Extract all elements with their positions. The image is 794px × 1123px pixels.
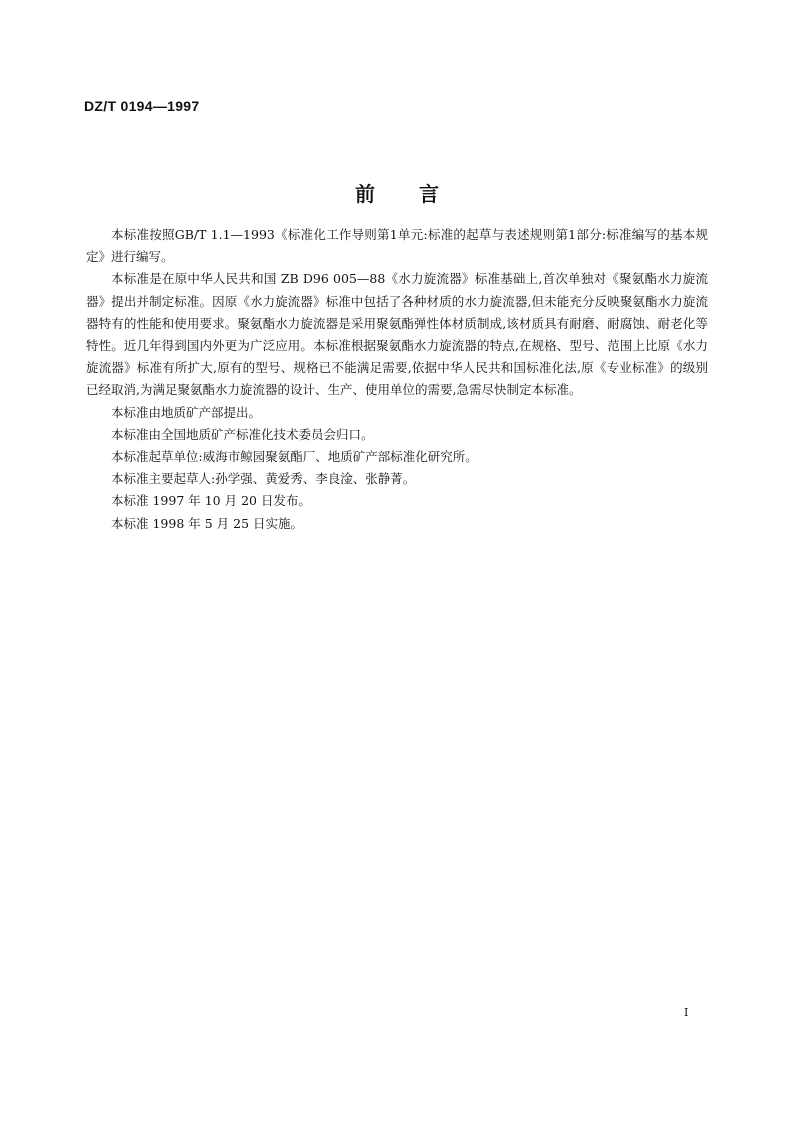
paragraph-3: 本标准由地质矿产部提出。 — [111, 404, 262, 420]
page-number: I — [684, 1006, 689, 1019]
paragraph-4: 本标准由全国地质矿产标准化技术委员会归口。 — [111, 426, 374, 442]
paragraph-1: 本标准按照GB/T 1.1—1993《标准化工作导则第1单元:标准的起草与表述规则第1部分:标准编写的基本规定》进行编写。 — [86, 227, 708, 265]
foreword-body — [86, 224, 708, 535]
paragraph-2: 本标准是在原中华人民共和国 ZB D96 005—88《水力旋流器》标准基础上,首次单独对《聚氨酯水力旋流器》提出并制定标准。因原《水力旋流器》标准中包括了各种材质的水力旋流器,但未能充分反映聚氨酯水力旋流器特有的性能和使用要求。聚氨酯水力旋流器是采用聚氨酯弹性体材质制成,该材质具有耐磨、耐腐蚀、耐老化等特性。近几年得到国内外更为广泛应用。本标准根据聚氨酯水力旋流器的特点,在规格、型号、范围上比原《水力旋流器》标准有所扩大,原有的型号、规格已不能满足需要,依据中华人民共和国标准化法,原《专业标准》的级别已经取消,为满足聚氨酯水力旋流器的设计、生产、使用单位的需要,急需尽快制定本标准。 — [86, 271, 708, 398]
title-char-1: 前 — [355, 182, 375, 206]
standard-code: DZ/T 0194—1997 — [84, 98, 200, 114]
paragraph-5: 本标准起草单位:威海市鲸园聚氨酯厂、地质矿产部标准化研究所。 — [111, 449, 478, 465]
paragraph-7: 本标准 1997 年 10 月 20 日发布。 — [111, 493, 311, 509]
title-char-2: 言 — [419, 182, 439, 206]
paragraph-6: 本标准主要起草人:孙学强、黄爱秀、李良淦、张静菁。 — [111, 471, 416, 487]
page-title — [0, 178, 794, 207]
paragraph-8: 本标准 1998 年 5 月 25 日实施。 — [111, 515, 304, 531]
